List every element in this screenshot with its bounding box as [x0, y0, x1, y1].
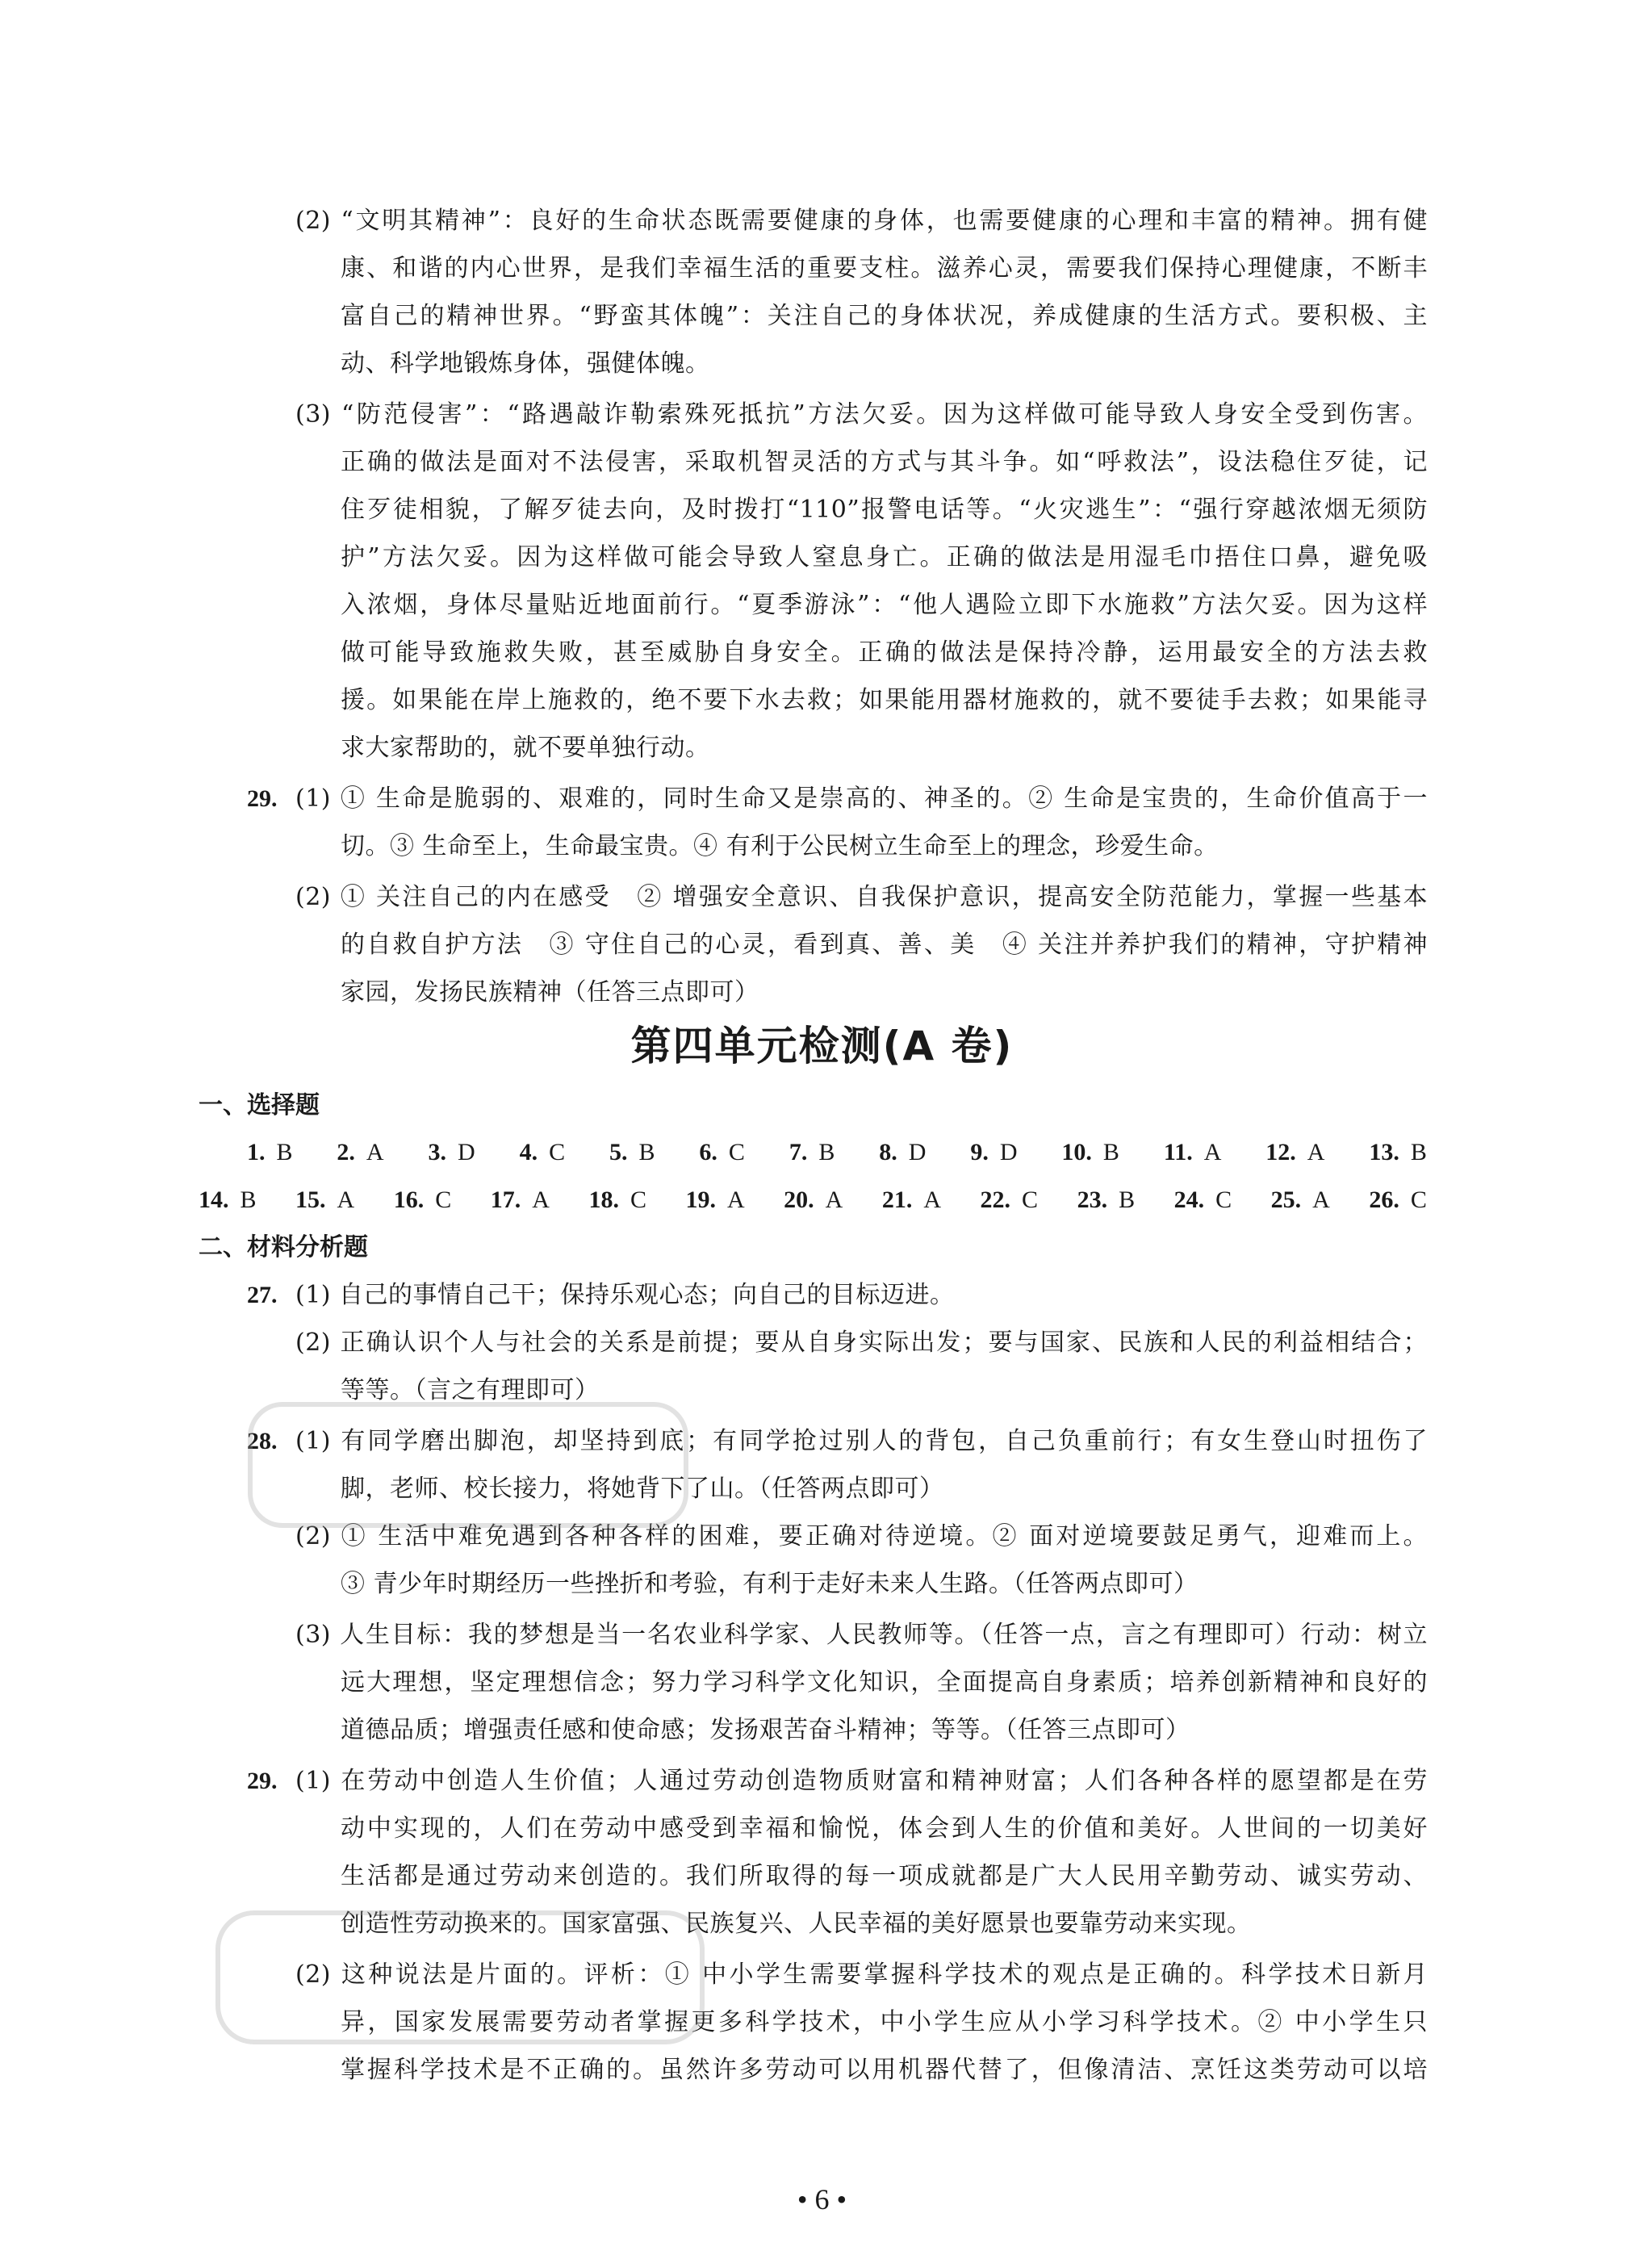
- q28-1-line-1: (1) 有同学磨出脚泡，却坚持到底；有同学抢过别人的背包，自己负重前行；有女生登山时扭伤了: [295, 1427, 1428, 1455]
- choice-number: 17.: [490, 1186, 521, 1213]
- q27-2-line-1: (2) 正确认识个人与社会的关系是前提；要从自身实际出发；要与国家、民族和人民的利益相结合；: [295, 1329, 1428, 1357]
- choice-letter: B: [818, 1139, 835, 1165]
- choice-number: 9.: [970, 1139, 989, 1165]
- choice-number: 24.: [1173, 1186, 1205, 1213]
- choice-number: 3.: [428, 1139, 446, 1165]
- q29-number: 29.: [247, 1768, 278, 1794]
- choice-answer: [981, 1178, 1039, 1223]
- choice-answer: [491, 1178, 550, 1223]
- q29-1-line-2: 动中实现的，人们在劳动中感受到幸福和愉悦，体会到人生的价值和美好。人世间的一切美好: [341, 1814, 1428, 1843]
- choice-letter: A: [337, 1186, 355, 1213]
- q28-2-line-2: ③ 青少年时期经历一些挫折和考验，有利于走好未来人生路。（任答两点即可）: [341, 1570, 1198, 1598]
- unit-title: 第四单元检测(A 卷): [630, 1023, 1014, 1069]
- choice-letter: A: [923, 1186, 942, 1213]
- choice-number: 8.: [879, 1139, 897, 1165]
- q28-2-line-3: 富自己的精神世界。“野蛮其体魄”：关注自己的身体状况，养成健康的生活方式。要积极、主: [341, 302, 1428, 330]
- q28-2-line-1: (2) ① 生活中难免遇到各种各样的困难，要正确对待逆境。② 面对逆境要鼓足勇气，迎难而上。: [295, 1522, 1428, 1550]
- q29-1-line-4: 创造性劳动换来的。国家富强、民族复兴、人民幸福的美好愿景也要靠劳动来实现。: [341, 1910, 1252, 1938]
- q29-2-line-2: 异，国家发展需要劳动者掌握更多科学技术，中小学生应从小学习科学技术。② 中小学生只: [341, 2008, 1428, 2036]
- choice-letter: A: [1203, 1139, 1222, 1165]
- choice-letter: C: [549, 1139, 566, 1165]
- choice-answer: [1174, 1178, 1232, 1223]
- q28-2-line-2: 康、和谐的内心世界，是我们幸福生活的重要支柱。滋养心灵，需要我们保持心理健康，不断丰: [341, 254, 1428, 282]
- q28-3-line-4: 护”方法欠妥。因为这样做可能会导致人窒息身亡。正确的做法是用湿毛巾捂住口鼻，避免吸: [341, 543, 1428, 571]
- choice-number: 1.: [247, 1139, 266, 1165]
- choice-letter: C: [1215, 1186, 1232, 1213]
- q28-3-line-6: 做可能导致施救失败，甚至威胁自身安全。正确的做法是保持冷静，运用最安全的方法去救: [341, 638, 1428, 667]
- choice-letter: B: [240, 1186, 257, 1213]
- q29-prev-2-line-2: 的自救自护方法 ③ 守住自己的心灵，看到真、善、美 ④ 关注并养护我们的精神，守护精神: [341, 931, 1428, 959]
- choice-number: 22.: [980, 1186, 1011, 1213]
- choice-answer: [1271, 1178, 1330, 1223]
- choice-answer: [247, 1130, 293, 1175]
- choice-answer: [1077, 1178, 1136, 1223]
- choice-number: 21.: [881, 1186, 913, 1213]
- choice-letter: C: [1022, 1186, 1039, 1213]
- choice-number: 12.: [1265, 1139, 1296, 1165]
- choice-number: 18.: [588, 1186, 619, 1213]
- choice-letter: A: [726, 1186, 745, 1213]
- choice-answer: [295, 1178, 354, 1223]
- choice-answers-row-1: [247, 1130, 1427, 1175]
- q27-number: 27.: [247, 1282, 278, 1308]
- section-choice-heading: 一、选择题: [199, 1091, 320, 1119]
- q28-3-line-3: 道德品质；增强责任感和使命感；发扬艰苦奋斗精神；等等。（任答三点即可）: [341, 1716, 1190, 1744]
- choice-letter: B: [1119, 1186, 1136, 1213]
- choice-number: 7.: [789, 1139, 808, 1165]
- choice-letter: D: [458, 1139, 475, 1165]
- choice-answer: [337, 1130, 383, 1175]
- choice-number: 5.: [609, 1139, 628, 1165]
- q28-3-line-3: 住歹徒相貌，了解歹徒去向，及时拨打“110”报警电话等。“火灾逃生”：“强行穿越浓烟无须防: [341, 496, 1428, 524]
- section-analysis-heading: 二、材料分析题: [199, 1233, 368, 1262]
- choice-answer: [1265, 1130, 1324, 1175]
- choice-number: 19.: [685, 1186, 716, 1213]
- choice-answer: [1061, 1130, 1119, 1175]
- choice-letter: B: [1102, 1139, 1119, 1165]
- choice-letter: A: [1307, 1139, 1325, 1165]
- choice-number: 2.: [337, 1139, 355, 1165]
- choice-letter: A: [825, 1186, 843, 1213]
- q28-3-line-2: 正确的做法是面对不法侵害，采取机智灵活的方式与其斗争。如“呼救法”，设法稳住歹徒，记: [341, 448, 1428, 476]
- choice-letter: C: [630, 1186, 646, 1213]
- choice-answers-row-2: [199, 1178, 1427, 1223]
- choice-letter: C: [728, 1139, 745, 1165]
- choice-number: 11.: [1163, 1139, 1193, 1165]
- choice-number: 4.: [519, 1139, 538, 1165]
- choice-number: 10.: [1061, 1139, 1092, 1165]
- choice-letter: C: [1410, 1186, 1427, 1213]
- choice-answer: [970, 1130, 1017, 1175]
- choice-letter: B: [276, 1139, 293, 1165]
- choice-answer: [429, 1130, 475, 1175]
- q28-3-line-1: (3) “防范侵害”：“路遇敲诈勒索殊死抵抗”方法欠妥。因为这样做可能导致人身安全受到伤害。: [295, 400, 1428, 429]
- q29-prev-2-line-3: 家园，发扬民族精神（任答三点即可）: [341, 978, 759, 1006]
- q29-2-line-3: 掌握科学技术是不正确的。虽然许多劳动可以用机器代替了，但像清洁、烹饪这类劳动可以培: [341, 2056, 1428, 2084]
- q29-1-line-3: 生活都是通过劳动来创造的。我们所取得的每一项成就都是广大人民用辛勤劳动、诚实劳动、: [341, 1862, 1428, 1890]
- choice-answer: [784, 1178, 843, 1223]
- choice-answer: [609, 1130, 655, 1175]
- q28-2-line-4: 动、科学地锻炼身体，强健体魄。: [341, 349, 710, 378]
- choice-number: 15.: [295, 1186, 326, 1213]
- choice-number: 23.: [1077, 1186, 1108, 1213]
- q27-2-line-2: 等等。（言之有理即可）: [341, 1376, 600, 1404]
- choice-letter: A: [366, 1139, 384, 1165]
- choice-answer: [685, 1178, 744, 1223]
- q28-3-line-8: 求大家帮助的，就不要单独行动。: [341, 734, 710, 762]
- choice-number: 14.: [199, 1186, 229, 1213]
- q29-prev-1-line-2: 切。③ 生命至上，生命最宝贵。④ 有利于公民树立生命至上的理念，珍爱生命。: [341, 832, 1219, 860]
- q27-1-line: (1) 自己的事情自己干；保持乐观心态；向自己的目标迈进。: [295, 1281, 955, 1309]
- q29-prev-number: 29.: [247, 785, 278, 812]
- q29-prev-2-line-1: (2) ① 关注自己的内在感受 ② 增强安全意识、自我保护意识，提高安全防范能力，掌握一些基本: [295, 883, 1428, 911]
- q29-1-line-1: (1) 在劳动中创造人生价值；人通过劳动创造物质财富和精神财富；人们各种各样的愿望都是在劳: [295, 1767, 1428, 1795]
- choice-answer: [588, 1178, 646, 1223]
- choice-letter: C: [435, 1186, 452, 1213]
- choice-answer: [699, 1130, 745, 1175]
- q29-2-line-1: (2) 这种说法是片面的。评析：① 中小学生需要掌握科学技术的观点是正确的。科学技术日新月: [295, 1960, 1428, 1989]
- choice-letter: D: [908, 1139, 927, 1165]
- q28-3-line-2: 远大理想，坚定理想信念；努力学习科学文化知识，全面提高自身素质；培养创新精神和良好的: [341, 1668, 1428, 1697]
- q28-3-line-5: 入浓烟，身体尽量贴近地面前行。“夏季游泳”：“他人遇险立即下水施救”方法欠妥。因为这样: [341, 591, 1428, 619]
- q28-1-line-2: 脚，老师、校长接力，将她背下了山。（任答两点即可）: [341, 1475, 944, 1503]
- q29-prev-1-line-1: (1) ① 生命是脆弱的、艰难的，同时生命又是崇高的、神圣的。② 生命是宝贵的，生命价值高于一: [295, 785, 1428, 813]
- choice-letter: B: [1410, 1139, 1427, 1165]
- choice-answer: [1369, 1178, 1427, 1223]
- choice-answer: [199, 1178, 257, 1223]
- choice-number: 16.: [393, 1186, 425, 1213]
- choice-letter: B: [638, 1139, 655, 1165]
- q28-3-line-1: (3) 人生目标：我的梦想是当一名农业科学家、人民教师等。（任答一点，言之有理即可）行动：树立: [295, 1621, 1428, 1649]
- choice-answer: [1164, 1130, 1222, 1175]
- q28-2-line-1: (2) “文明其精神”：良好的生命状态既需要健康的身体，也需要健康的心理和丰富的精神。拥有健: [295, 207, 1428, 235]
- choice-number: 6.: [699, 1139, 717, 1165]
- choice-answer: [789, 1130, 835, 1175]
- choice-number: 13.: [1369, 1139, 1399, 1165]
- choice-answer: [879, 1130, 926, 1175]
- choice-answer: [1369, 1130, 1427, 1175]
- choice-answer: [882, 1178, 941, 1223]
- choice-letter: A: [1312, 1186, 1330, 1213]
- q28-number: 28.: [247, 1428, 278, 1454]
- choice-number: 25.: [1270, 1186, 1302, 1213]
- page-number: • 6 •: [797, 2183, 847, 2216]
- choice-letter: D: [999, 1139, 1018, 1165]
- choice-letter: A: [532, 1186, 550, 1213]
- choice-number: 26.: [1369, 1186, 1399, 1213]
- q28-3-line-7: 援。如果能在岸上施救的，绝不要下水去救；如果能用器材施救的，就不要徒手去救；如果能寻: [341, 686, 1428, 714]
- choice-answer: [520, 1130, 566, 1175]
- choice-answer: [394, 1178, 452, 1223]
- choice-number: 20.: [784, 1186, 814, 1213]
